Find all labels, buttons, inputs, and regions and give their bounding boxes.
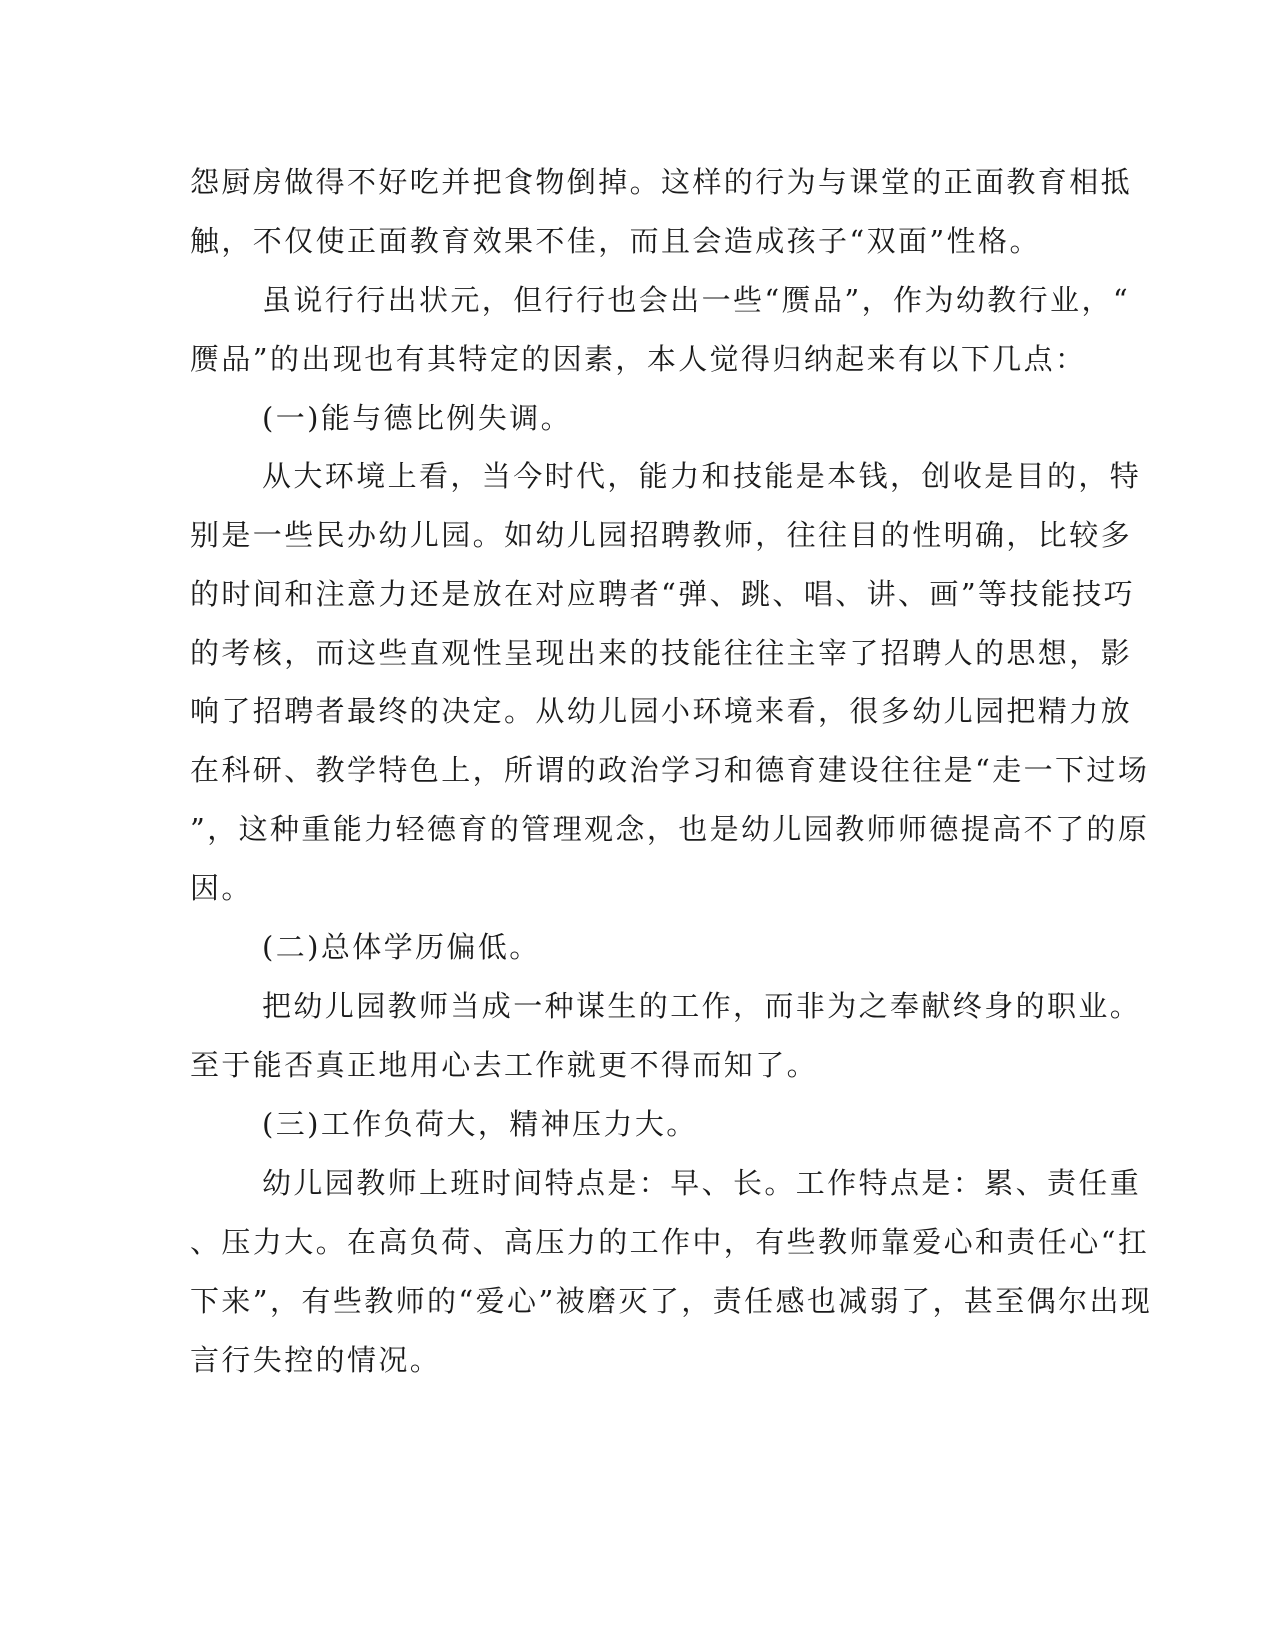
paragraph-first-line: 把幼儿园教师当成一种谋生的工作，而非为之奉献终身的职业。 — [262, 989, 1142, 1023]
text-line: 的考核，而这些直观性呈现出来的技能往往主宰了招聘人的思想，影 — [190, 636, 1133, 670]
paragraph-first-line: 幼儿园教师上班时间特点是：早、长。工作特点是：累、责任重 — [262, 1166, 1142, 1200]
section-heading: (三)工作负荷大，精神压力大。 — [262, 1107, 698, 1141]
text-line: 的时间和注意力还是放在对应聘者“弹、跳、唱、讲、画”等技能技巧 — [190, 577, 1136, 611]
text-line: 至于能否真正地用心去工作就更不得而知了。 — [190, 1048, 819, 1082]
text-line: 赝品”的出现也有其特定的因素，本人觉得归纳起来有以下几点： — [190, 342, 1087, 376]
text-line: 因。 — [190, 871, 253, 905]
section-heading: (二)总体学历偏低。 — [262, 930, 541, 964]
text-line: 下来”，有些教师的“爱心”被磨灭了，责任感也减弱了，甚至偶尔出现 — [190, 1284, 1153, 1318]
text-line: 触，不仅使正面教育效果不佳，而且会造成孩子“双面”性格。 — [190, 224, 1041, 258]
text-line: 在科研、教学特色上，所谓的政治学习和德育建设往往是“走一下过场 — [190, 753, 1150, 787]
paragraph-first-line: 从大环境上看，当今时代，能力和技能是本钱，创收是目的，特 — [262, 459, 1142, 493]
text-line: ”，这种重能力轻德育的管理观念，也是幼儿园教师师德提高不了的原 — [190, 812, 1150, 846]
text-line: 响了招聘者最终的决定。从幼儿园小环境来看，很多幼儿园把精力放 — [190, 694, 1133, 728]
text-line: 、压力大。在高负荷、高压力的工作中，有些教师靠爱心和责任心“扛 — [190, 1225, 1150, 1259]
text-line: 怨厨房做得不好吃并把食物倒掉。这样的行为与课堂的正面教育相抵 — [190, 165, 1133, 199]
paragraph-first-line: 虽说行行出状元，但行行也会出一些“赝品”，作为幼教行业，“ — [262, 283, 1131, 317]
section-heading: (一)能与德比例失调。 — [262, 401, 573, 435]
text-line: 言行失控的情况。 — [190, 1343, 442, 1377]
text-line: 别是一些民办幼儿园。如幼儿园招聘教师，往往目的性明确，比较多 — [190, 518, 1133, 552]
